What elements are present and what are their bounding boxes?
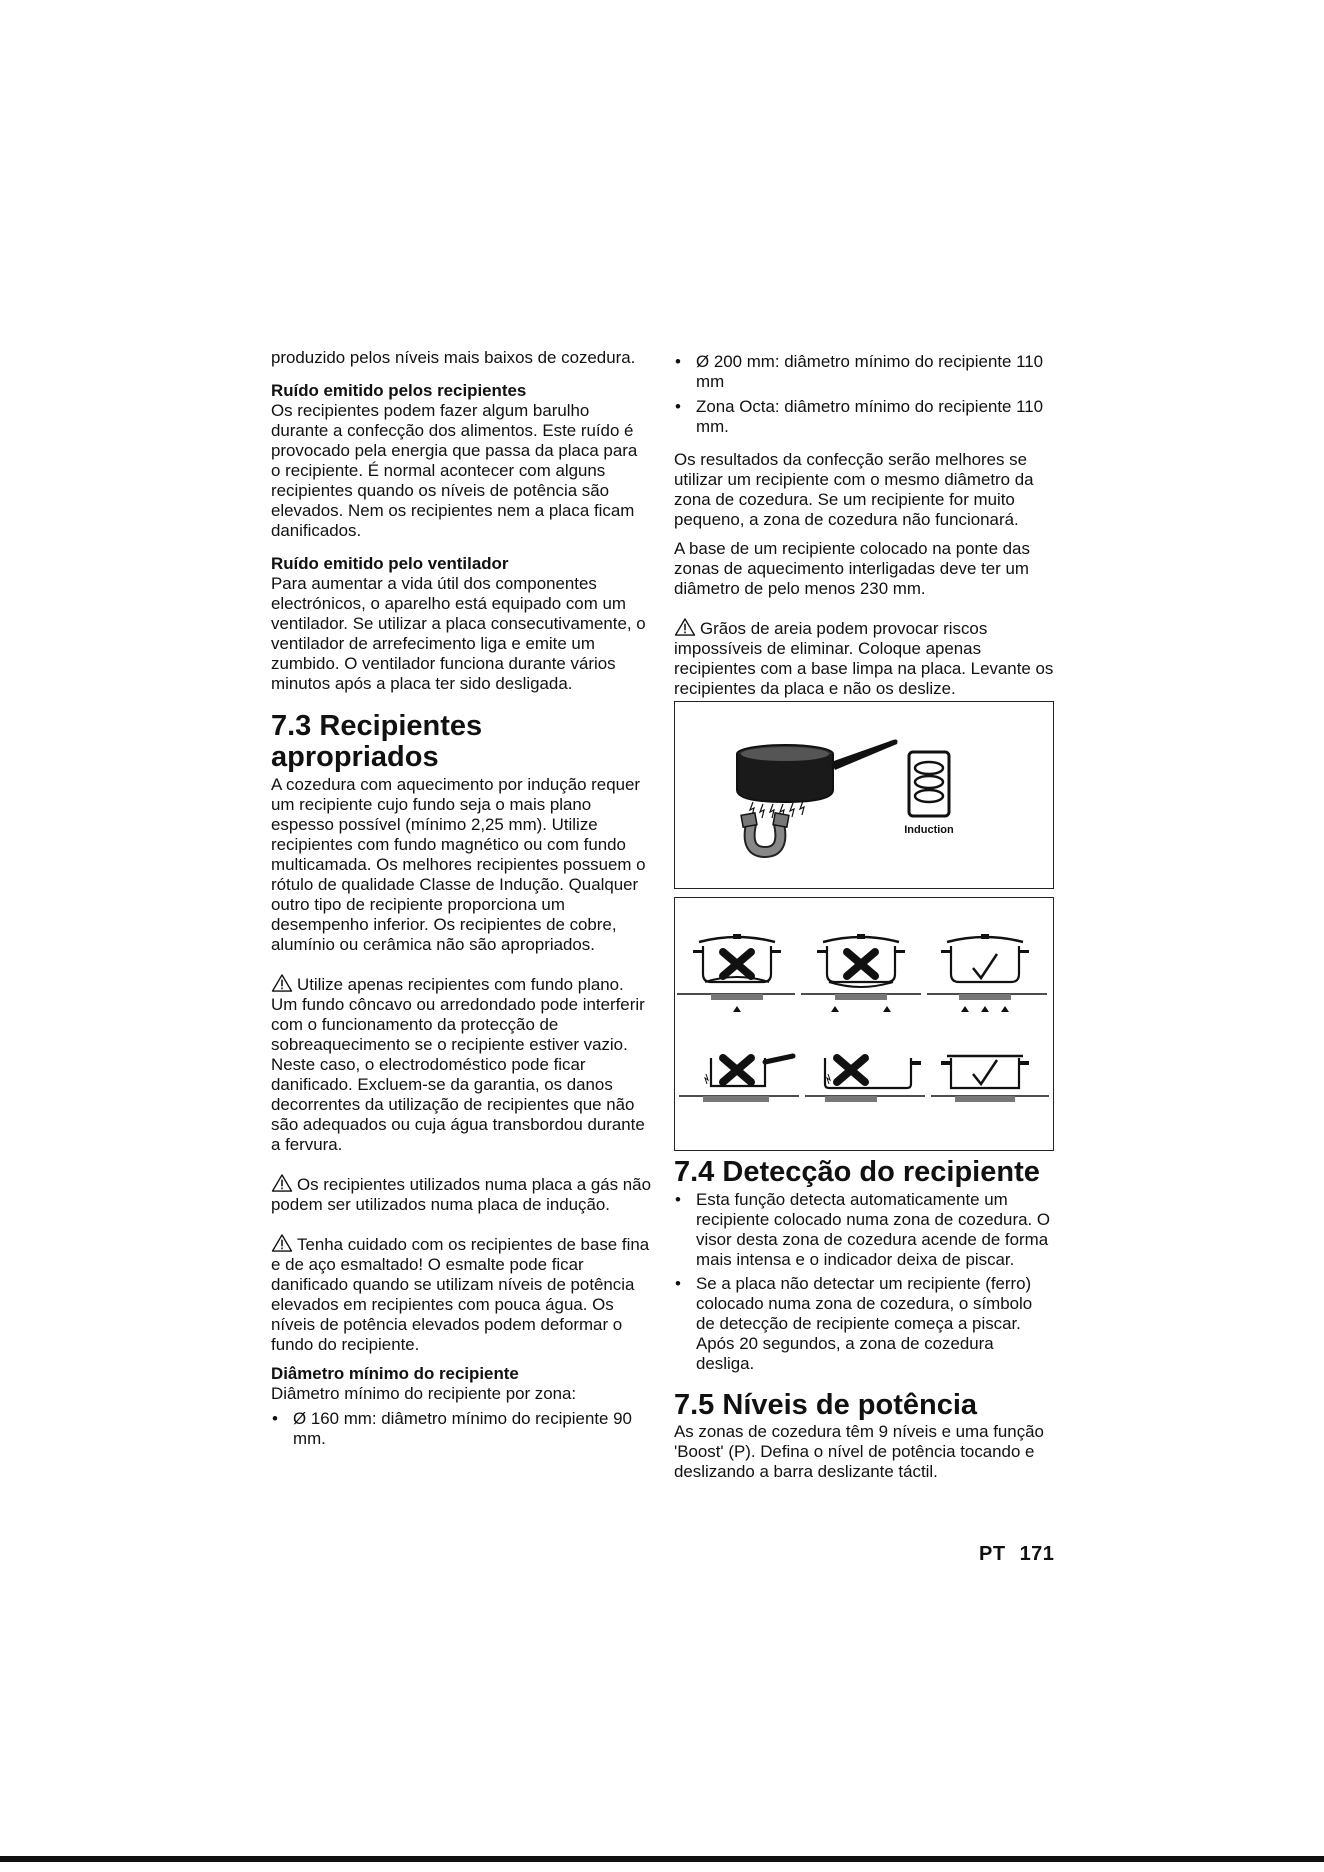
subheading-container-noise: Ruído emitido pelos recipientes (271, 381, 527, 400)
list-item: • Ø 200 mm: diâmetro mínimo do recipiente 110 mm (674, 352, 1054, 392)
pan-suitability-illustration (675, 898, 1052, 1149)
list-item: • Zona Octa: diâmetro mínimo do recipiente 110 mm. (674, 397, 1054, 437)
paragraph-7-5: As zonas de cozedura têm 9 níveis e uma função 'Boost' (P). Defina o nível de potência tocando e deslizando a barra deslizante táctil. (674, 1422, 1044, 1481)
warning-flat-bottom (271, 974, 651, 1155)
subheading-min-diameter: Diâmetro mínimo do recipiente (271, 1364, 519, 1383)
pan-right-size-ok (931, 1056, 1049, 1102)
pan-too-small (679, 1056, 799, 1102)
induction-illustration (675, 702, 1052, 887)
section-title-7-3: 7.3 Recipientes apropriados (271, 710, 483, 773)
pan-suitability-figure (674, 897, 1054, 1151)
warning-enamelled-steel (271, 1234, 651, 1355)
right-column (674, 348, 1054, 1482)
min-diameter-intro: Diâmetro mínimo do recipiente por zona: (271, 1384, 577, 1403)
diameter-list-continued (674, 352, 1054, 437)
left-column (271, 348, 651, 1449)
section-title-7-5: 7.5 Níveis de potência (674, 1389, 978, 1421)
pan-flat-bottom-ok (927, 934, 1047, 1012)
induction-figure (674, 701, 1054, 889)
paragraph-results: Os resultados da confecção serão melhores se utilizar um recipiente com o mesmo diâmetro da zona de cozedura. Se um recipiente for muito pequeno, a zona de cozedura não funcionará. (674, 450, 1034, 529)
detection-list (674, 1190, 1054, 1374)
list-item: • Ø 160 mm: diâmetro mínimo do recipiente 90 mm. (271, 1409, 651, 1449)
pan-concave-bottom (801, 934, 921, 1012)
induction-label: Induction (904, 824, 954, 836)
warning-icon (271, 974, 293, 992)
subheading-fan-noise: Ruído emitido pelo ventilador (271, 554, 509, 573)
warning-text: Tenha cuidado com os recipientes de base fina e de aço esmaltado! O esmalte pode ficar danificado quando se utilizam níveis de potência elevados em recipientes com pouca água. Os níveis de potência elevados podem deformar o fundo do recipiente. (271, 1235, 650, 1354)
bottom-border (0, 1856, 1324, 1862)
warning-gas-containers (271, 1174, 651, 1215)
warning-icon (271, 1174, 293, 1192)
warning-icon (674, 618, 696, 636)
min-diameter-list (271, 1409, 651, 1449)
paragraph-container-noise: Os recipientes podem fazer algum barulho durante a confecção dos alimentos. Este ruído é provocado pela energia que passa da placa para o recipiente. É normal acontecer com alguns recipientes quando os níveis de potência são elevados. Nem os recipientes nem a placa ficam danificados. (271, 401, 638, 540)
warning-text: Os recipientes utilizados numa placa a gás não podem ser utilizados numa placa de indução. (271, 1175, 651, 1214)
induction-symbol-icon (909, 752, 949, 816)
paragraph-fan-noise: Para aumentar a vida útil dos componentes electrónicos, o aparelho está equipado com um ventilador. Se utilizar a placa consecutivamente, o ventilador de arrefecimento liga e emite um zumbido. O ventilador funciona durante vários minutos após a placa ter sido desligada. (271, 574, 646, 693)
paragraph-bridge: A base de um recipiente colocado na ponte das zonas de aquecimento interligadas deve ter um diâmetro de pelo menos 230 mm. (674, 539, 1030, 598)
warning-icon (271, 1234, 293, 1252)
page-number: 171 (1019, 1543, 1055, 1565)
list-item: • Esta função detecta automaticamente um recipiente colocado numa zona de cozedura. O visor desta zona de cozedura acende de forma mais intensa e o indicador deixa de piscar. (674, 1190, 1054, 1270)
magnet-icon (741, 813, 789, 852)
warning-text: Grãos de areia podem provocar riscos impossíveis de eliminar. Coloque apenas recipientes com a base limpa na placa. Levante os recipientes da placa e não os deslize. (674, 619, 1054, 698)
page-footer (979, 1543, 1054, 1566)
list-item: • Se a placa não detectar um recipiente (ferro) colocado numa zona de cozedura, o símbolo de detecção de recipiente começa a piscar. Após 20 segundos, a zona de cozedura desliga. (674, 1274, 1054, 1374)
pan-convex-bottom (677, 934, 795, 1012)
pan-wrong-size (805, 1058, 925, 1102)
warning-text: Utilize apenas recipientes com fundo plano. Um fundo côncavo ou arredondado pode interferir com o funcionamento da protecção de sobreaquecimento se o recipiente estiver vazio. Neste caso, o electrodoméstico pode ficar danificado. Excluem-se da garantia, os danos decorrentes da utilização de recipientes que não são adequados ou cuja água transbordou durante a fervura. (271, 975, 645, 1154)
language-code: PT (979, 1543, 1006, 1565)
section-title-7-4: 7.4 Detecção do recipiente (674, 1156, 1040, 1188)
continued-paragraph: produzido pelos níveis mais baixos de cozedura. (271, 348, 636, 367)
paragraph-7-3: A cozedura com aquecimento por indução requer um recipiente cujo fundo seja o mais plano espesso possível (mínimo 2,25 mm). Utilize recipientes com fundo magnético ou com fundo multicamada. Os melhores recipientes possuem o rótulo de qualidade Classe de Indução. Qualquer outro tipo de recipiente proporciona um desempenho inferior. Os recipientes de cobre, alumínio ou cerâmica não são apropriados. (271, 775, 646, 954)
warning-sand (674, 618, 1054, 699)
